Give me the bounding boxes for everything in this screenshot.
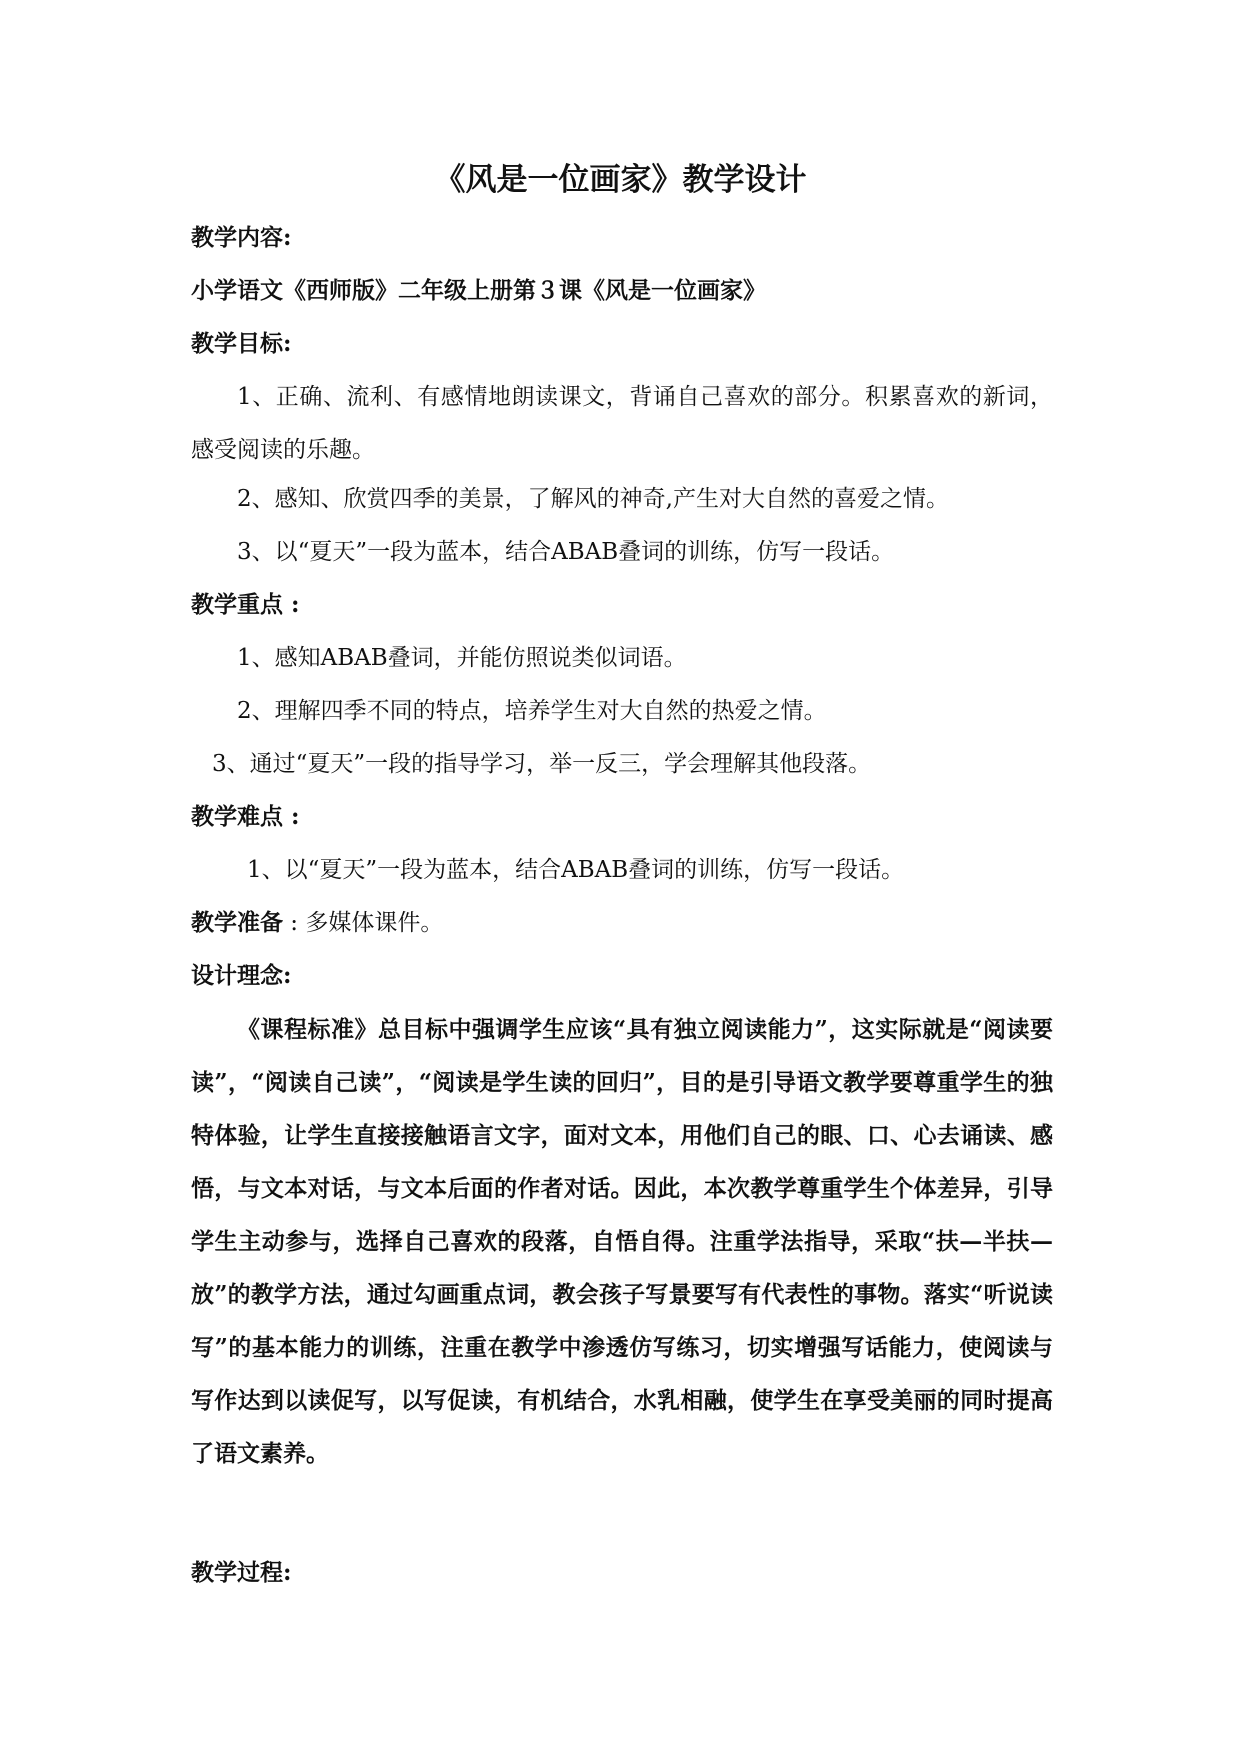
content-heading: 教学内容: [191, 224, 292, 251]
key-point-item-3: 3、通过“夏天”一段的指导学习，举一反三，学会理解其他段落。 [212, 751, 872, 777]
preparation-heading: 教学准备 [191, 909, 283, 936]
key-points-heading: 教学重点 : [191, 591, 300, 618]
concept-paragraph: 《课程标准》总目标中强调学生应该“具有独立阅读能力”，这实际就是“阅读要读”，“阅读自己读”，“阅读是学生读的回归”，目的是引导语文教学要尊重学生的独特体验，让学生直接接触语言文字，面对文本，用他们自己的眼、口、心去诵读、感悟，与文本对话，与文本后面的作者对话。因此，本次教学尊重学生个体差异，引导学生主动参与，选择自己喜欢的段落，自悟自得。注重学法指导，采取“扶—半扶—放”的教学方法，通过勾画重点词，教会孩子写景要写有代表性的事物。落实“听说读写”的基本能力的训练，注重在教学中渗透仿写练习，切实增强写话能力，使阅读与写作达到以读促写，以写促读，有机结合，水乳相融，使学生在享受美丽的同时提高了语文素养。 [191, 1016, 1053, 1467]
document-title: 《风是一位画家》教学设计 [434, 162, 807, 198]
goal-item-2: 2、感知、欣赏四季的美景，了解风的神奇,产生对大自然的喜爱之情。 [237, 486, 949, 512]
difficulty-item: 1、以“夏天”一段为蓝本，结合ABAB叠词的训练，仿写一段话。 [247, 857, 905, 883]
goals-heading: 教学目标: [191, 330, 292, 357]
content-text: 小学语文《西师版》二年级上册第３课《风是一位画家》 [191, 277, 766, 304]
key-point-item-2: 2、理解四季不同的特点，培养学生对大自然的热爱之情。 [237, 698, 827, 724]
preparation-text: : 多媒体课件。 [283, 910, 444, 936]
preparation-line [191, 908, 443, 938]
difficulty-heading: 教学难点 : [191, 803, 300, 830]
goal-item-3: 3、以“夏天”一段为蓝本，结合ABAB叠词的训练，仿写一段话。 [237, 539, 895, 565]
concept-heading: 设计理念: [191, 962, 292, 989]
goal-item-1: 1、正确、流利、有感情地朗读课文，背诵自己喜欢的部分。积累喜欢的新词，感受阅读的乐趣。 [191, 384, 1053, 463]
process-heading: 教学过程: [191, 1559, 292, 1586]
key-point-item-1: 1、感知ABAB叠词，并能仿照说类似词语。 [237, 645, 687, 671]
